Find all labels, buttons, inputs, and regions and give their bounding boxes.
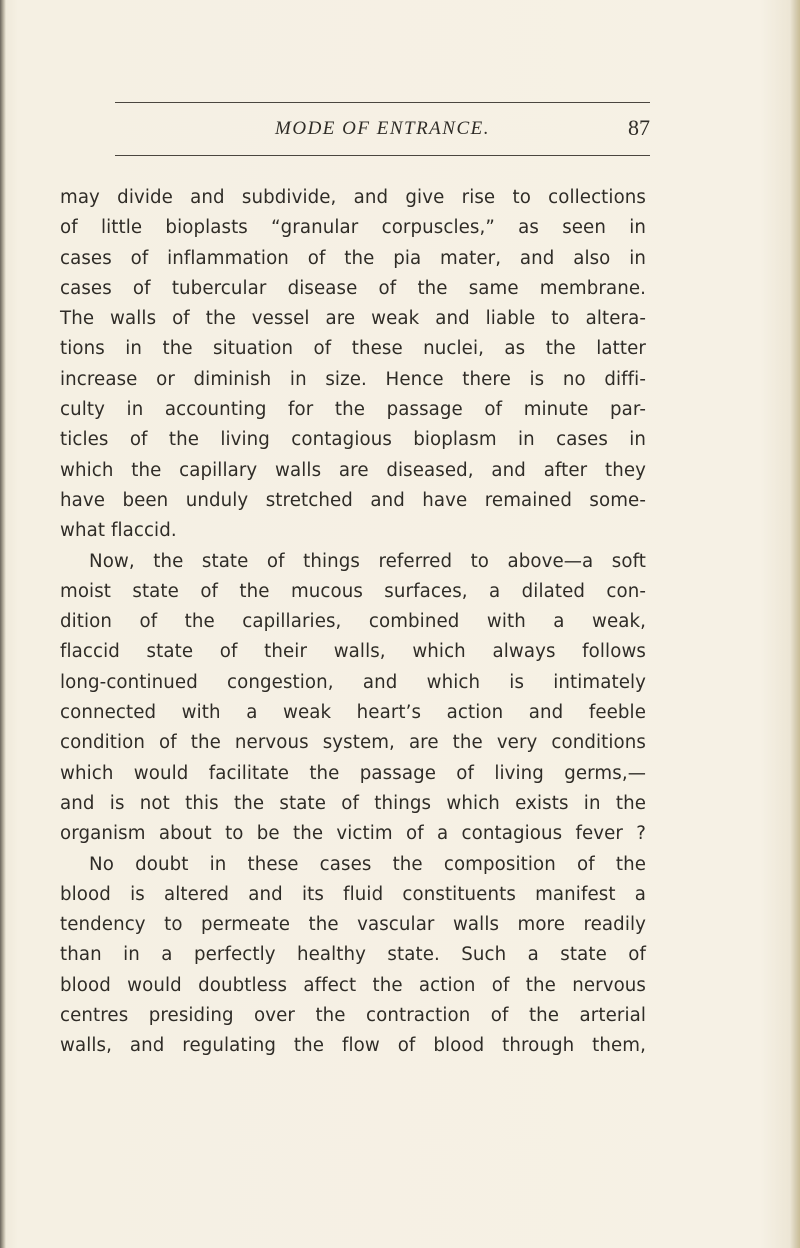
running-head-title: MODE OF ENTRANCE. <box>275 118 490 139</box>
text-line: culty in accounting for the passage of minute par- <box>60 399 646 421</box>
text-line: than in a perfectly healthy state. Such a state of <box>60 944 646 966</box>
text-line: flaccid state of their walls, which always follows <box>60 641 646 663</box>
text-line: which would facilitate the passage of living germs,— <box>60 762 646 784</box>
text-line: cases of tubercular disease of the same membrane. <box>60 277 646 299</box>
header-rule-top <box>115 102 650 103</box>
header-rule-bottom <box>115 155 650 156</box>
text-line: Now, the state of things referred to above—a soft <box>89 550 646 572</box>
text-line: ticles of the living contagious bioplasm in cases in <box>60 429 646 451</box>
page-gutter-shadow <box>0 0 6 1248</box>
body-text <box>60 183 646 1062</box>
text-line: dition of the capillaries, combined with a weak, <box>60 611 646 633</box>
text-line: walls, and regulating the flow of blood through them, <box>60 1035 646 1057</box>
text-line: may divide and subdivide, and give rise to collections <box>60 187 646 208</box>
page-edge <box>790 0 800 1248</box>
text-line: tendency to permeate the vascular walls more readily <box>60 914 646 936</box>
text-line: increase or diminish in size. Hence there is no diffi- <box>60 368 646 390</box>
text-line: have been unduly stretched and have remained some- <box>60 489 646 511</box>
text-line: blood would doubtless affect the action of the nervous <box>60 974 646 996</box>
text-line: connected with a weak heart’s action and feeble <box>60 702 646 724</box>
text-line: condition of the nervous system, are the very conditions <box>60 732 646 754</box>
text-line: tions in the situation of these nuclei, as the latter <box>60 338 646 360</box>
running-head <box>115 106 650 154</box>
text-line: No doubt in these cases the composition of the <box>89 853 646 875</box>
text-line: blood is altered and its fluid constituents manifest a <box>60 883 646 905</box>
text-line: moist state of the mucous surfaces, a dilated con- <box>60 580 646 602</box>
text-line: which the capillary walls are diseased, and after they <box>60 459 646 481</box>
text-line: cases of inflammation of the pia mater, and also in <box>60 247 646 269</box>
text-line: centres presiding over the contraction of the arterial <box>60 1005 646 1027</box>
text-line: organism about to be the victim of a contagious fever ? <box>60 823 646 845</box>
text-line: and is not this the state of things which exists in the <box>60 792 646 814</box>
text-line: The walls of the vessel are weak and liable to altera- <box>60 308 646 330</box>
text-line: what flaccid. <box>60 520 177 542</box>
text-line: long-continued congestion, and which is intimately <box>60 671 646 693</box>
text-line: of little bioplasts “granular corpuscles,” as seen in <box>60 217 646 239</box>
page-number: 87 <box>628 115 650 140</box>
